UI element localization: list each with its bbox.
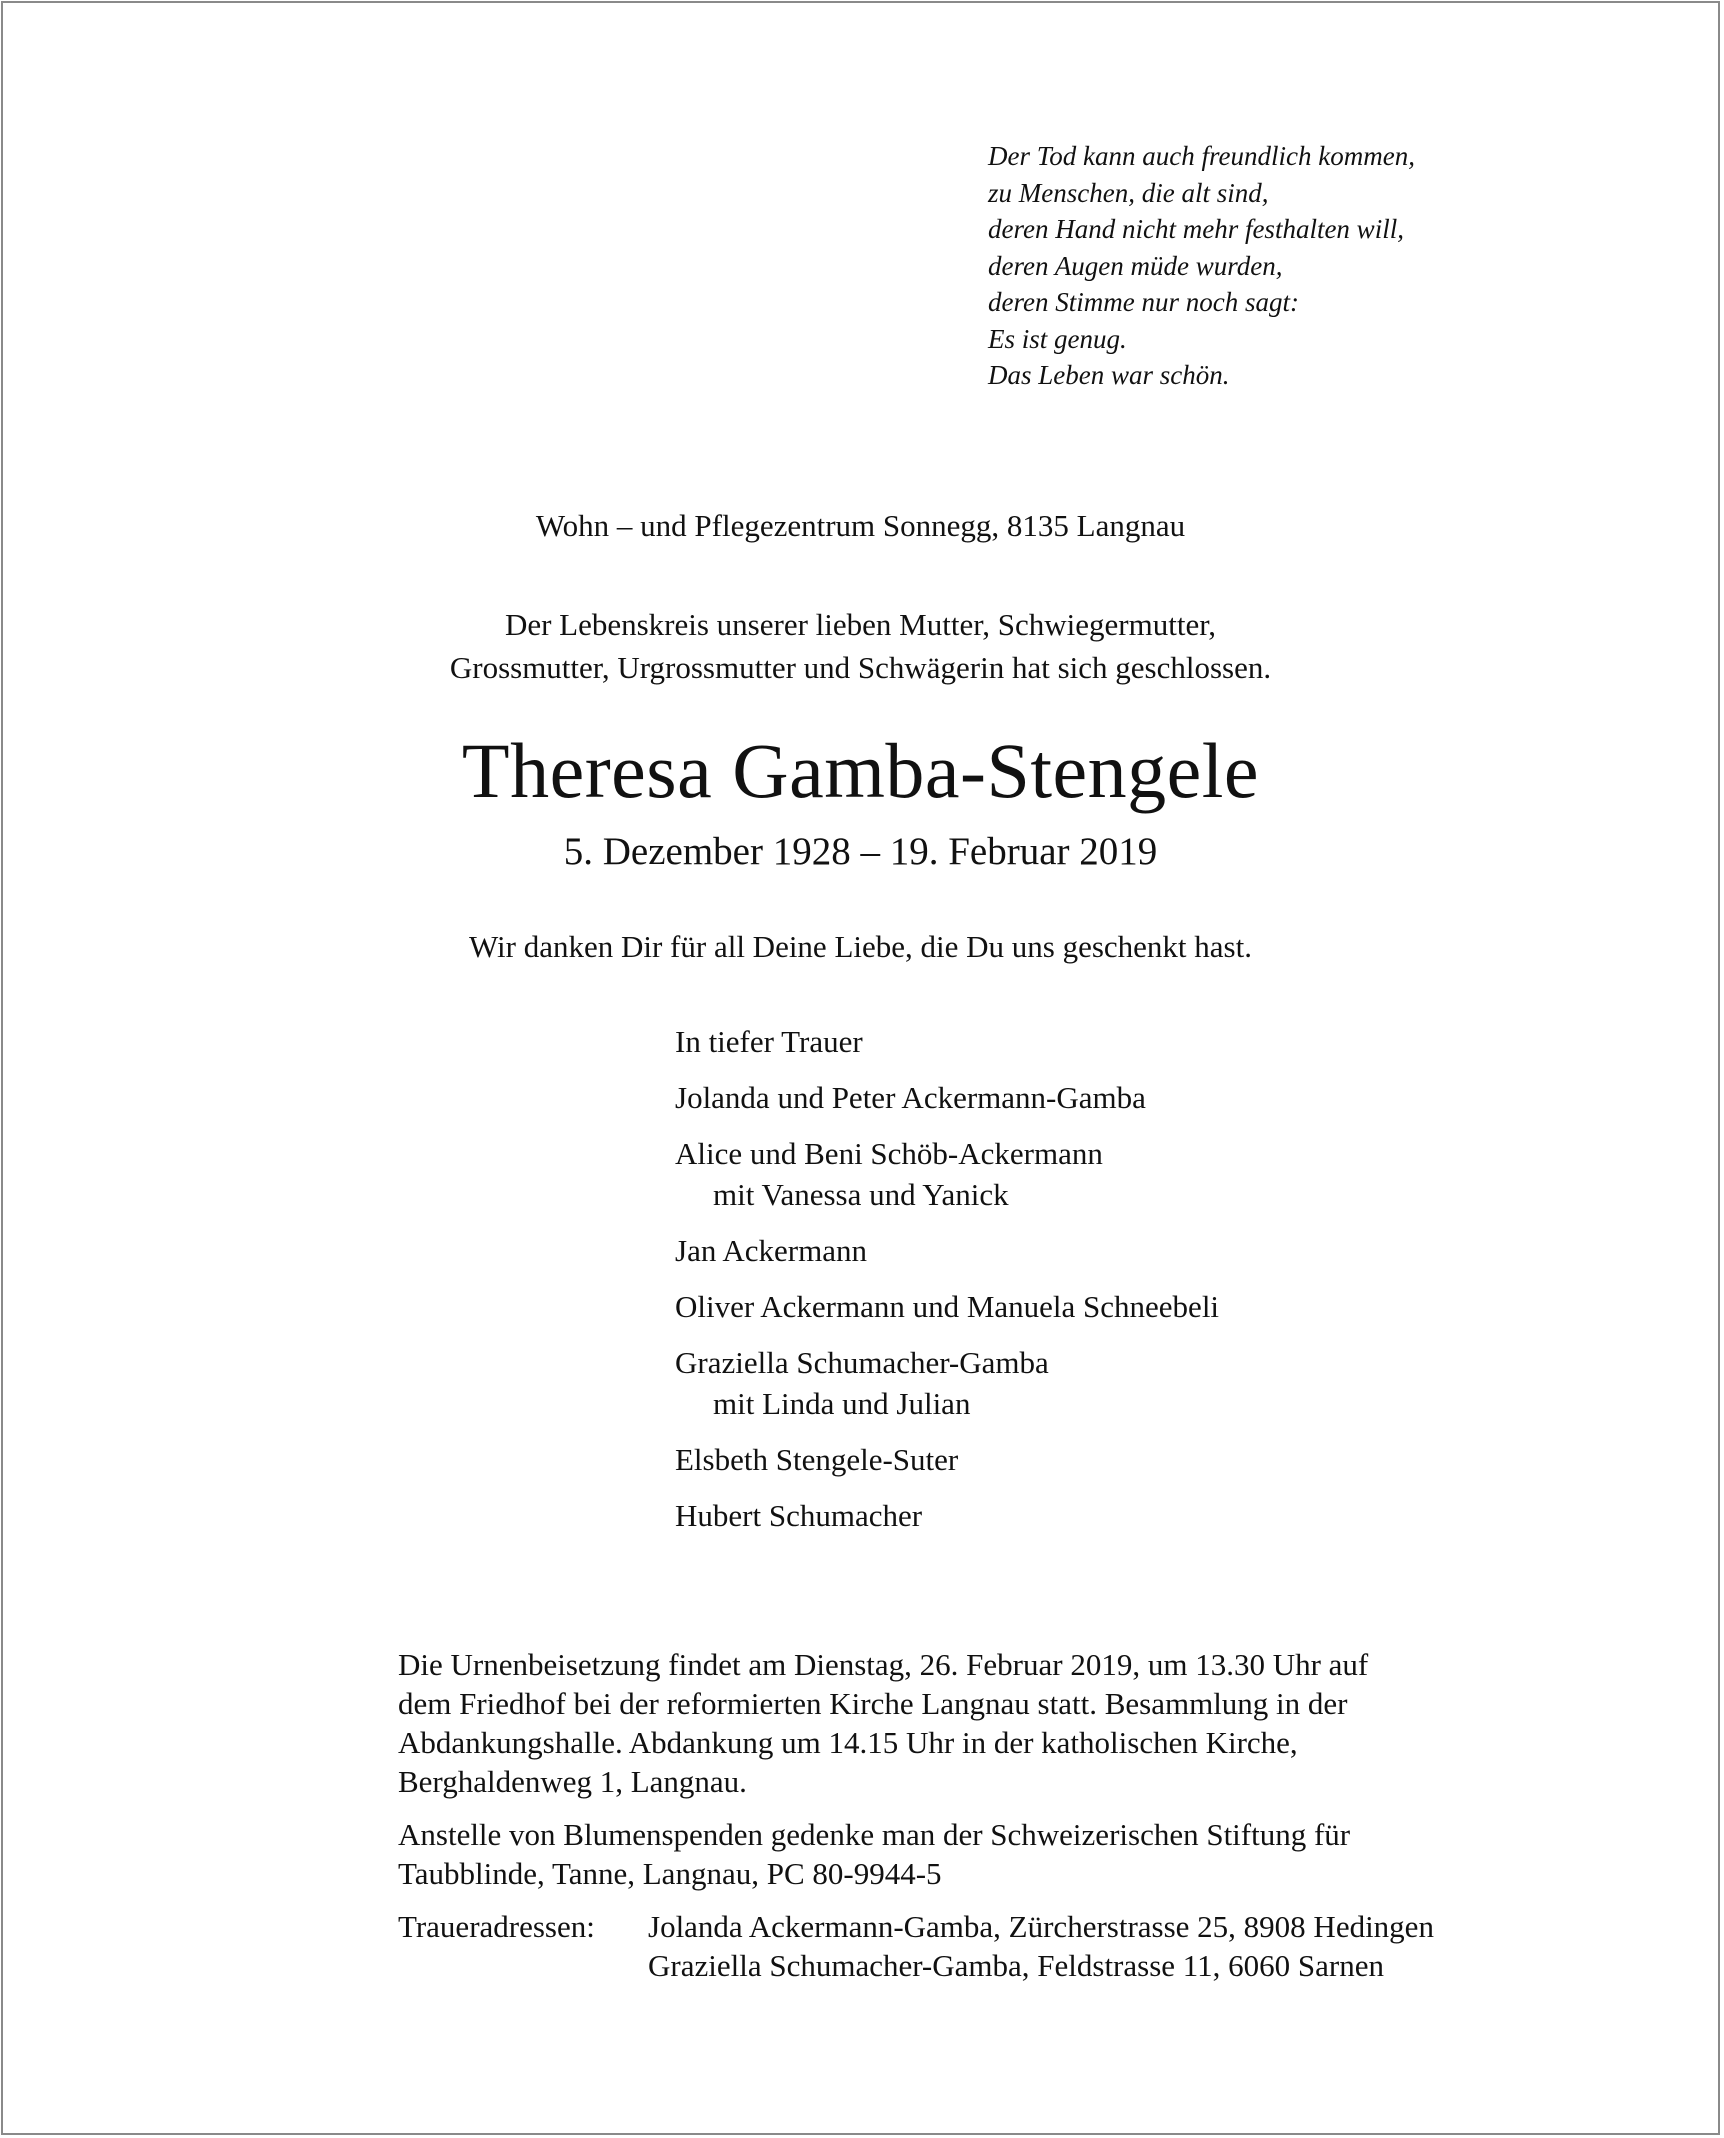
ceremony-paragraph — [398, 1645, 1578, 1801]
intro-text — [3, 603, 1718, 689]
mourning-addresses — [398, 1907, 1578, 1985]
mourner-entry — [675, 1230, 1219, 1271]
venue-line: Wohn – und Pflegezentrum Sonnegg, 8135 Langnau — [535, 508, 1186, 543]
ceremony-line: Die Urnenbeisetzung findet am Dienstag, 26. Februar 2019, um 13.30 Uhr auf — [398, 1647, 1369, 1682]
mourner-name: Jan Ackermann — [675, 1233, 867, 1268]
thanks-line: Wir danken Dir für all Deine Liebe, die Du uns geschenkt hast. — [469, 929, 1252, 964]
mourner-entry — [675, 1077, 1219, 1118]
mourner-name: Jolanda und Peter Ackermann-Gamba — [675, 1080, 1146, 1115]
poem — [988, 138, 1415, 394]
mourner-entry — [675, 1495, 1219, 1536]
mourner-name: Alice und Beni Schöb-Ackermann — [675, 1136, 1103, 1171]
ceremony-info — [398, 1645, 1578, 1985]
mourner-name: Elsbeth Stengele-Suter — [675, 1442, 959, 1477]
mourner-name: Graziella Schumacher-Gamba — [675, 1345, 1049, 1380]
addresses-label: Traueradressen: — [398, 1909, 595, 1944]
donation-paragraph — [398, 1815, 1578, 1893]
mourner-entry — [675, 1133, 1219, 1215]
deceased-name: Theresa Gamba-Stengele — [461, 727, 1260, 814]
poem-line: Das Leben war schön. — [988, 360, 1230, 390]
donation-line: Taubblinde, Tanne, Langnau, PC 80-9944-5 — [398, 1856, 942, 1891]
mourner-sub: mit Vanessa und Yanick — [713, 1177, 1009, 1212]
mourner-sub: mit Linda und Julian — [713, 1386, 971, 1421]
intro-line: Der Lebenskreis unserer lieben Mutter, Schwiegermutter, — [504, 607, 1217, 642]
obituary-notice — [1, 1, 1720, 2135]
addresses-values — [648, 1907, 1434, 1985]
mourners-heading: In tiefer Trauer — [675, 1024, 863, 1059]
mourner-name: Hubert Schumacher — [675, 1498, 923, 1533]
poem-line: zu Menschen, die alt sind, — [988, 177, 1269, 208]
poem-line: deren Hand nicht mehr festhalten will, — [988, 214, 1404, 244]
mourner-entry — [675, 1286, 1219, 1327]
mourner-entry — [675, 1342, 1219, 1424]
poem-line: deren Augen müde wurden, — [988, 250, 1283, 281]
address-line: Graziella Schumacher-Gamba, Feldstrasse 11, 6060 Sarnen — [648, 1948, 1384, 1983]
poem-line: Der Tod kann auch freundlich kommen, — [988, 141, 1415, 171]
address-line: Jolanda Ackermann-Gamba, Zürcherstrasse 25, 8908 Hedingen — [648, 1909, 1434, 1944]
mourners-list — [675, 1021, 1219, 1551]
poem-line: Es ist genug. — [988, 323, 1127, 354]
donation-line: Anstelle von Blumenspenden gedenke man der Schweizerischen Stiftung für — [398, 1817, 1351, 1852]
ceremony-line: dem Friedhof bei der reformierten Kirche Langnau statt. Besammlung in der — [398, 1686, 1348, 1721]
life-dates: 5. Dezember 1928 – 19. Februar 2019 — [563, 830, 1158, 873]
intro-line: Grossmutter, Urgrossmutter und Schwägerin hat sich geschlossen. — [449, 650, 1272, 685]
poem-line: deren Stimme nur noch sagt: — [988, 287, 1299, 317]
ceremony-line: Berghaldenweg 1, Langnau. — [398, 1764, 747, 1799]
mourner-name: Oliver Ackermann und Manuela Schneebeli — [675, 1289, 1220, 1324]
ceremony-line: Abdankungshalle. Abdankung um 14.15 Uhr in der katholischen Kirche, — [398, 1725, 1298, 1760]
mourner-entry — [675, 1439, 1219, 1480]
